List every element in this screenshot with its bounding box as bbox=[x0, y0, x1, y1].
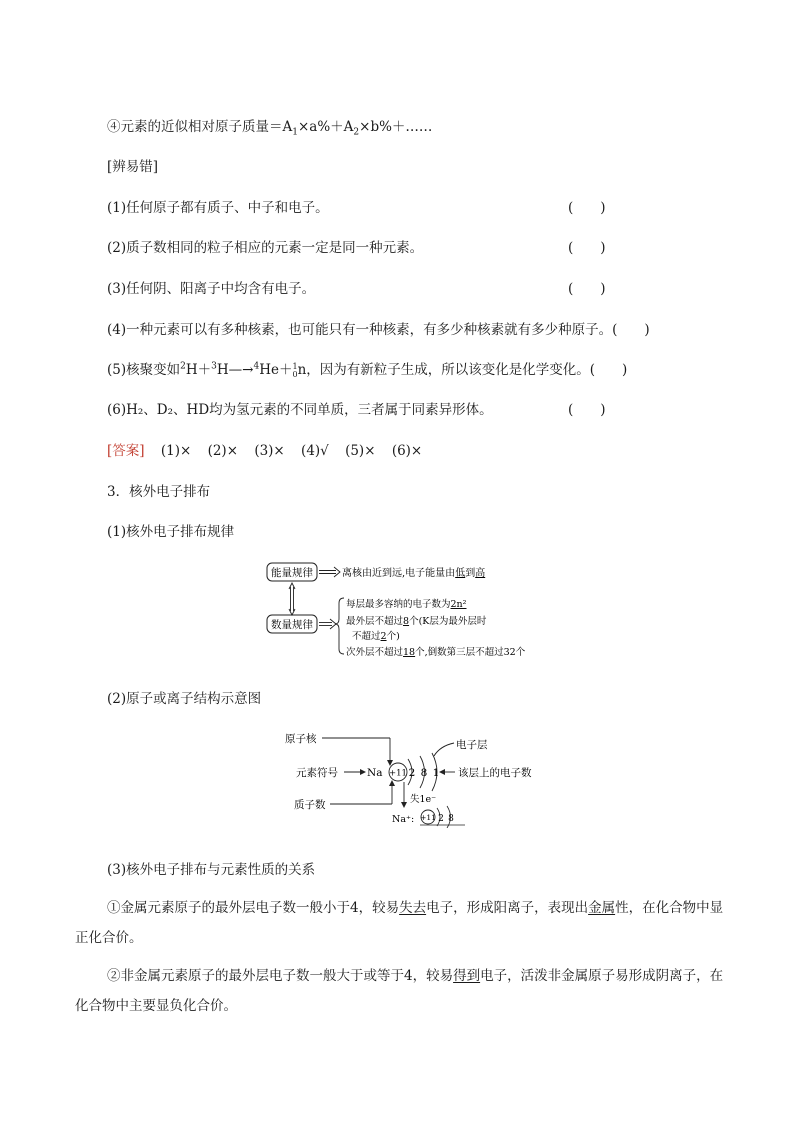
ion-shell-electrons: 8 bbox=[448, 814, 454, 824]
judgment-2: (2)质子数相同的粒子相应的元素一定是同一种元素。 bbox=[107, 240, 424, 256]
element-symbol-label: 元素符号 bbox=[296, 767, 338, 779]
paragraph-metal: ①金属元素原子的最外层电子数一般小于4，较易失去电子，形成阳离子，表现出金属性，在化合物中显正化合价。 bbox=[75, 900, 724, 946]
shell-electrons: 8 bbox=[420, 767, 428, 779]
relative-atomic-mass-formula: ④元素的近似相对原子质量$=A_1\times a\%+A_2\times b\%+\dots\dots$ bbox=[107, 119, 433, 138]
nucleus-label: 原子核 bbox=[285, 733, 317, 745]
hollow-arrow-icon bbox=[319, 619, 336, 629]
answer-tag: [答案] bbox=[107, 443, 145, 459]
shell-label: 电子层 bbox=[456, 739, 488, 751]
proton-label: 质子数 bbox=[294, 799, 326, 811]
answer-item: (1)× bbox=[160, 443, 192, 459]
answer-item: (4)√ bbox=[301, 443, 329, 459]
judgment-2-paren: ( ) bbox=[568, 240, 606, 256]
section-tag: [辨易错] bbox=[107, 159, 159, 175]
quantity-rule-label: 数量规律 bbox=[271, 619, 313, 631]
judgment-1: (1)任何原子都有质子、中子和电子。 bbox=[107, 200, 329, 216]
answer-item: (6)× bbox=[391, 443, 423, 459]
paragraph-nonmetal: ②非金属元素原子的最外层电子数一般大于或等于4，较易得到电子，活泼非金属原子易形成阴离子，在化合物中主要显负化合价。 bbox=[75, 968, 724, 1014]
subheading-3: (3)核外电子排布与元素性质的关系 bbox=[107, 862, 316, 878]
heading-3: 3．核外电子排布 bbox=[107, 484, 211, 500]
ion-nuclear-charge: +11 bbox=[420, 813, 436, 822]
judgment-3: (3)任何阴、阳离子中均含有电子。 bbox=[107, 281, 316, 297]
judgment-1-paren: ( ) bbox=[568, 200, 606, 216]
hollow-arrow-icon bbox=[319, 567, 340, 577]
double-arrow-icon bbox=[289, 583, 295, 615]
judgment-5-nuclear: (5)核聚变如$^2$H＋$^3$H—→$^4$He＋ 1 0 n，因为有新粒子生成，所以该变化是化学变化。( ) bbox=[107, 361, 628, 379]
judgment-6-paren: ( ) bbox=[568, 402, 606, 418]
shell-electrons: 1 bbox=[432, 767, 440, 779]
quantity-rule-1: 每层最多容纳的电子数为2n² bbox=[346, 599, 467, 610]
judgment-4: (4)一种元素可以有多种核素，也可能只有一种核素，有多少种核素就有多少种原子。( ) bbox=[107, 322, 650, 338]
quantity-rule-2: 最外层不超过8个(K层为最外层时 bbox=[346, 616, 487, 627]
answer-item: (5)× bbox=[345, 443, 376, 459]
energy-rule-text: 离核由近到远,电子能量由低到高 bbox=[342, 568, 486, 579]
ion-shell-electrons: 2 bbox=[438, 814, 444, 824]
subheading-1: (1)核外电子排布规律 bbox=[107, 524, 235, 540]
subheading-2: (2)原子或离子结构示意图 bbox=[107, 691, 262, 707]
arrangement-rules-diagram bbox=[262, 558, 562, 663]
atomic-structure-diagram bbox=[282, 726, 552, 828]
answer-line bbox=[107, 439, 434, 459]
judgment-3-paren: ( ) bbox=[568, 281, 606, 297]
brace bbox=[335, 598, 344, 654]
shell-electrons: 2 bbox=[408, 767, 416, 779]
quantity-rule-3: 不超过2个) bbox=[352, 631, 400, 642]
nuclear-charge: +11 bbox=[389, 768, 407, 779]
element-symbol: Na bbox=[367, 767, 383, 779]
lose-electron-label: 失1e⁻ bbox=[410, 794, 437, 805]
quantity-rule-4: 次外层不超过18个,倒数第三层不超过32个 bbox=[346, 647, 526, 658]
answer-item: (2)× bbox=[207, 443, 239, 459]
judgment-6: (6)H₂、D₂、HD均为氢元素的不同单质，三者属于同素异形体。 bbox=[107, 402, 493, 418]
layer-electron-label: 该层上的电子数 bbox=[458, 767, 532, 779]
energy-rule-label: 能量规律 bbox=[271, 567, 313, 579]
sodium-ion-label: Na⁺: bbox=[392, 814, 415, 825]
answer-item: (3)× bbox=[254, 443, 285, 459]
